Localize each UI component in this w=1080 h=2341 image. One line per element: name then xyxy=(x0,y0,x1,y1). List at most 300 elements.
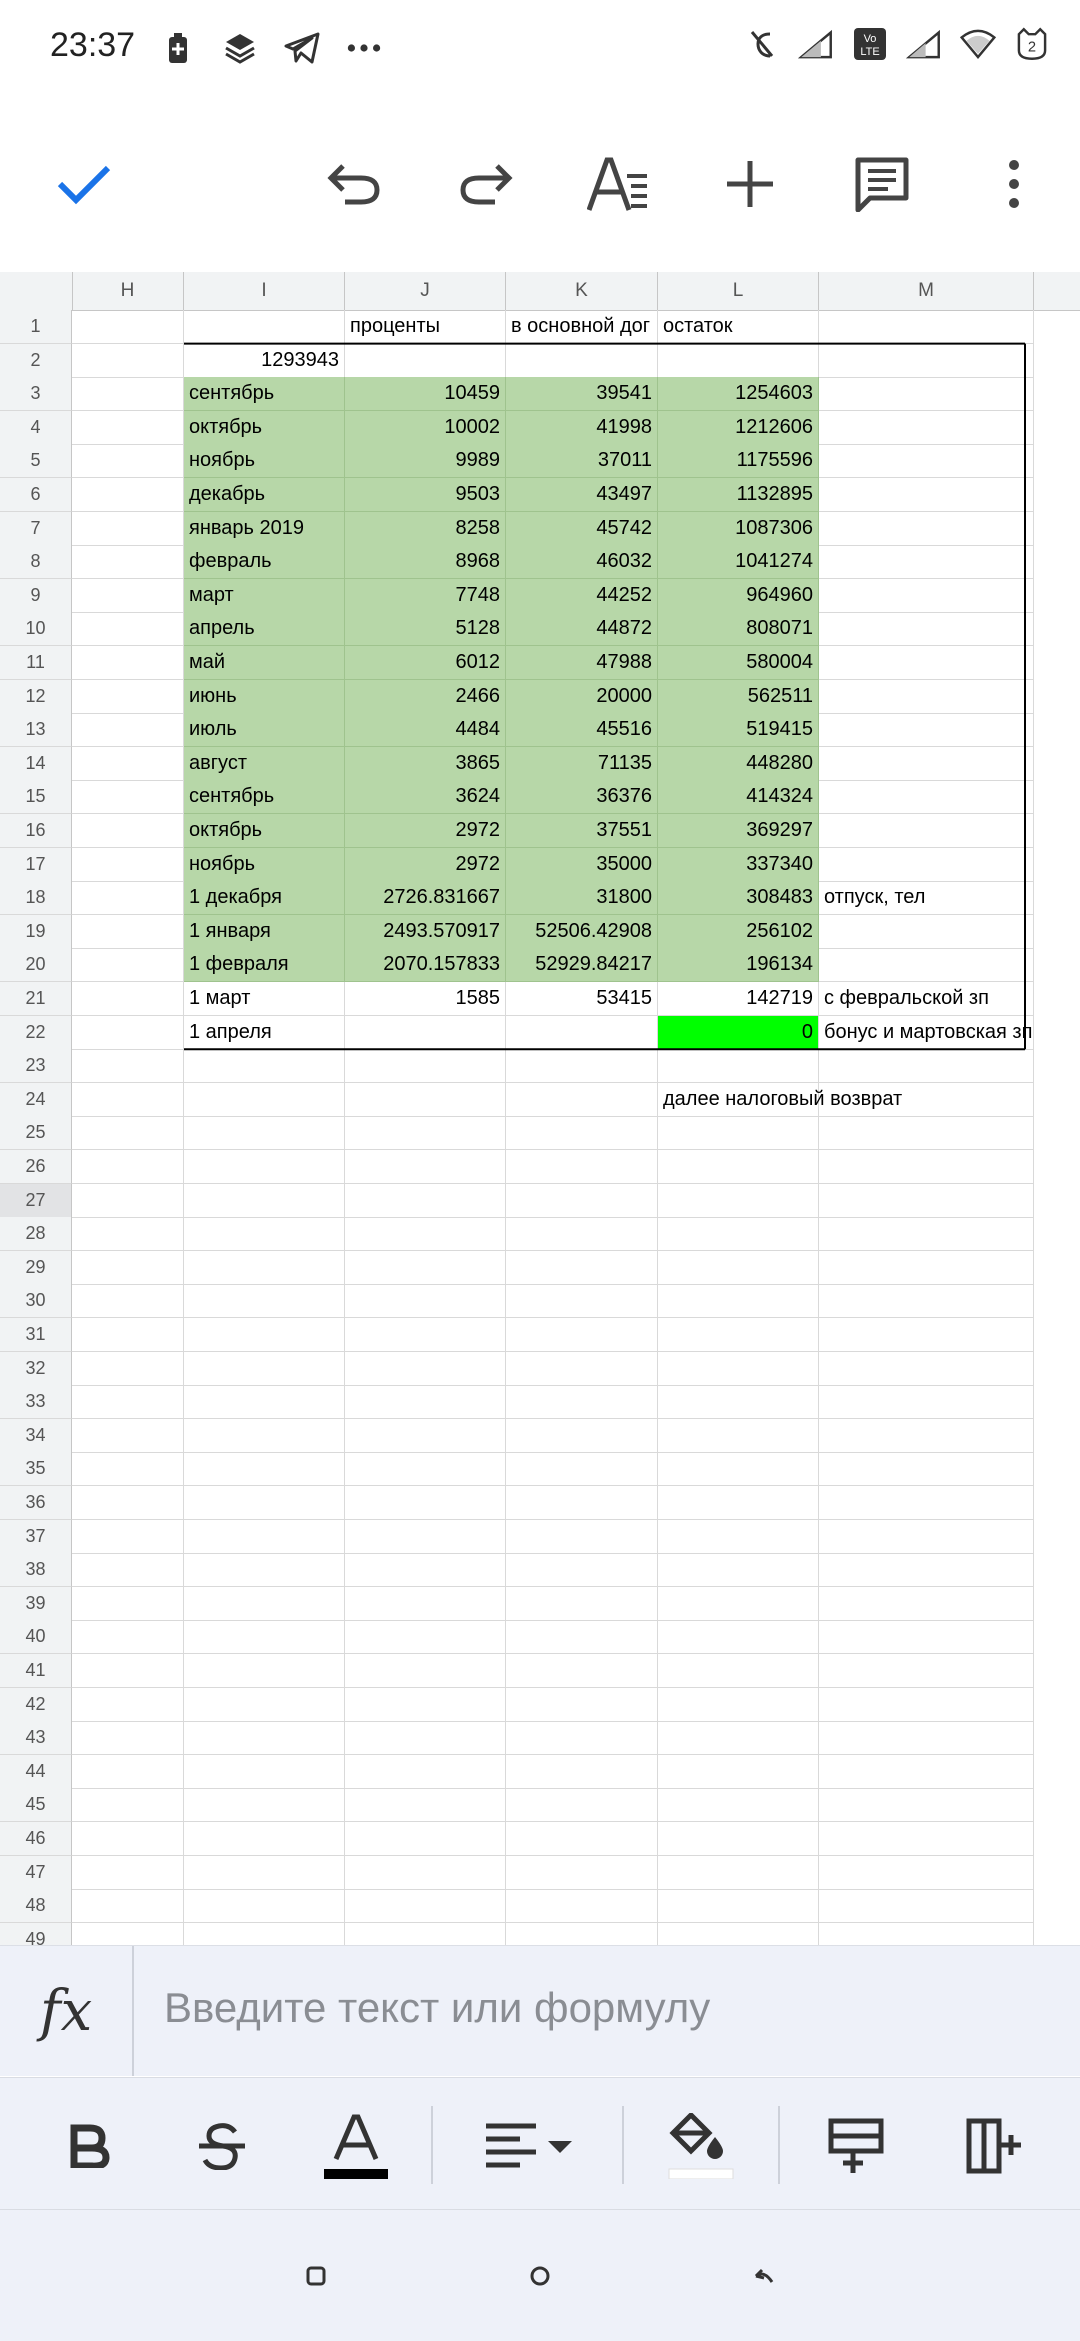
row-header[interactable]: 44 xyxy=(0,1755,72,1789)
cell-i28[interactable] xyxy=(184,1217,345,1251)
cell-i20[interactable]: 1 февраля xyxy=(184,948,345,982)
cell-k48[interactable] xyxy=(506,1889,658,1923)
cell-k25[interactable] xyxy=(506,1116,658,1150)
cell-k45[interactable] xyxy=(506,1788,658,1822)
comment-button[interactable] xyxy=(834,136,930,232)
cell-h34[interactable] xyxy=(72,1419,184,1453)
cell-l43[interactable] xyxy=(658,1721,819,1755)
fill-color-button[interactable] xyxy=(662,2106,742,2186)
row-header[interactable]: 26 xyxy=(0,1150,72,1184)
cell-m27[interactable] xyxy=(819,1184,1034,1218)
cell-m41[interactable] xyxy=(819,1654,1034,1688)
cell-l30[interactable] xyxy=(658,1284,819,1318)
cell-i48[interactable] xyxy=(184,1889,345,1923)
cell-j21[interactable]: 1585 xyxy=(345,982,506,1016)
cell-h13[interactable] xyxy=(72,713,184,747)
strikethrough-button[interactable] xyxy=(182,2106,262,2186)
cell-h5[interactable] xyxy=(72,444,184,478)
cell-j23[interactable] xyxy=(345,1049,506,1083)
cell-k2[interactable] xyxy=(506,344,658,378)
cell-m20[interactable] xyxy=(819,948,1034,982)
cell-m1[interactable] xyxy=(819,310,1034,344)
cell-h25[interactable] xyxy=(72,1116,184,1150)
cell-k15[interactable]: 36376 xyxy=(506,780,658,814)
cell-m25[interactable] xyxy=(819,1116,1034,1150)
cell-l47[interactable] xyxy=(658,1856,819,1890)
cell-h28[interactable] xyxy=(72,1217,184,1251)
cell-m45[interactable] xyxy=(819,1788,1034,1822)
cell-h16[interactable] xyxy=(72,814,184,848)
cell-k19[interactable]: 52506.42908 xyxy=(506,915,658,949)
cell-j24[interactable] xyxy=(345,1083,506,1117)
cell-k26[interactable] xyxy=(506,1150,658,1184)
cell-j33[interactable] xyxy=(345,1385,506,1419)
cell-h32[interactable] xyxy=(72,1352,184,1386)
spreadsheet-grid[interactable] xyxy=(0,272,1080,1945)
cell-i41[interactable] xyxy=(184,1654,345,1688)
cell-i26[interactable] xyxy=(184,1150,345,1184)
cell-i1[interactable] xyxy=(184,310,345,344)
cell-l2[interactable] xyxy=(658,344,819,378)
cell-l27[interactable] xyxy=(658,1184,819,1218)
cell-k40[interactable] xyxy=(506,1620,658,1654)
cell-l20[interactable]: 196134 xyxy=(658,948,819,982)
row-header[interactable]: 8 xyxy=(0,545,72,579)
cell-m13[interactable] xyxy=(819,713,1034,747)
cell-h46[interactable] xyxy=(72,1822,184,1856)
row-header[interactable]: 20 xyxy=(0,948,72,982)
column-header-h[interactable]: H xyxy=(72,272,184,310)
cell-h44[interactable] xyxy=(72,1755,184,1789)
cell-j6[interactable]: 9503 xyxy=(345,478,506,512)
cell-m22[interactable]: бонус и мартовская зп xyxy=(819,1016,1034,1050)
cell-k38[interactable] xyxy=(506,1553,658,1587)
undo-button[interactable] xyxy=(306,136,402,232)
cell-i18[interactable]: 1 декабря xyxy=(184,881,345,915)
row-header[interactable]: 14 xyxy=(0,747,72,781)
cell-l7[interactable]: 1087306 xyxy=(658,512,819,546)
cell-k8[interactable]: 46032 xyxy=(506,545,658,579)
column-header-m[interactable]: M xyxy=(819,272,1034,310)
formula-input[interactable]: Введите текст или формулу xyxy=(164,1984,711,2031)
cell-i29[interactable] xyxy=(184,1251,345,1285)
cell-j49[interactable] xyxy=(345,1923,506,1945)
cell-l4[interactable]: 1212606 xyxy=(658,411,819,445)
cell-k13[interactable]: 45516 xyxy=(506,713,658,747)
select-all-corner[interactable] xyxy=(0,272,73,310)
cell-m12[interactable] xyxy=(819,680,1034,714)
cell-l14[interactable]: 448280 xyxy=(658,747,819,781)
cell-m29[interactable] xyxy=(819,1251,1034,1285)
cell-h35[interactable] xyxy=(72,1452,184,1486)
cell-j4[interactable]: 10002 xyxy=(345,411,506,445)
cell-m2[interactable] xyxy=(819,344,1034,378)
cell-l15[interactable]: 414324 xyxy=(658,780,819,814)
cell-k24[interactable] xyxy=(506,1083,658,1117)
cell-l16[interactable]: 369297 xyxy=(658,814,819,848)
cell-i24[interactable] xyxy=(184,1083,345,1117)
cell-j7[interactable]: 8258 xyxy=(345,512,506,546)
row-header[interactable]: 1 xyxy=(0,310,72,344)
cell-i5[interactable]: ноябрь xyxy=(184,444,345,478)
cell-l41[interactable] xyxy=(658,1654,819,1688)
cell-h17[interactable] xyxy=(72,848,184,882)
row-header[interactable]: 28 xyxy=(0,1217,72,1251)
cell-h33[interactable] xyxy=(72,1385,184,1419)
row-header[interactable]: 46 xyxy=(0,1822,72,1856)
cell-j47[interactable] xyxy=(345,1856,506,1890)
text-format-button[interactable] xyxy=(570,136,666,232)
cell-i33[interactable] xyxy=(184,1385,345,1419)
cell-k30[interactable] xyxy=(506,1284,658,1318)
cell-k9[interactable]: 44252 xyxy=(506,579,658,613)
row-header[interactable]: 15 xyxy=(0,780,72,814)
cell-j34[interactable] xyxy=(345,1419,506,1453)
cell-l3[interactable]: 1254603 xyxy=(658,377,819,411)
row-header[interactable]: 23 xyxy=(0,1049,72,1083)
row-header[interactable]: 33 xyxy=(0,1385,72,1419)
cell-i8[interactable]: февраль xyxy=(184,545,345,579)
redo-button[interactable] xyxy=(438,136,534,232)
row-header[interactable]: 24 xyxy=(0,1083,72,1117)
cell-j9[interactable]: 7748 xyxy=(345,579,506,613)
row-header[interactable]: 2 xyxy=(0,344,72,378)
cell-l35[interactable] xyxy=(658,1452,819,1486)
cell-l19[interactable]: 256102 xyxy=(658,915,819,949)
cell-l26[interactable] xyxy=(658,1150,819,1184)
column-header-j[interactable]: J xyxy=(345,272,506,310)
cell-i10[interactable]: апрель xyxy=(184,612,345,646)
cell-k22[interactable] xyxy=(506,1016,658,1050)
cell-i4[interactable]: октябрь xyxy=(184,411,345,445)
cell-h20[interactable] xyxy=(72,948,184,982)
cell-m49[interactable] xyxy=(819,1923,1034,1945)
cell-k14[interactable]: 71135 xyxy=(506,747,658,781)
row-header[interactable]: 16 xyxy=(0,814,72,848)
cell-k16[interactable]: 37551 xyxy=(506,814,658,848)
cell-i46[interactable] xyxy=(184,1822,345,1856)
cell-l48[interactable] xyxy=(658,1889,819,1923)
cell-k47[interactable] xyxy=(506,1856,658,1890)
cell-j31[interactable] xyxy=(345,1318,506,1352)
cell-h30[interactable] xyxy=(72,1284,184,1318)
row-header[interactable]: 3 xyxy=(0,377,72,411)
row-header[interactable]: 38 xyxy=(0,1553,72,1587)
cell-i23[interactable] xyxy=(184,1049,345,1083)
row-header[interactable]: 17 xyxy=(0,848,72,882)
cell-m28[interactable] xyxy=(819,1217,1034,1251)
bold-button[interactable] xyxy=(50,2106,130,2186)
cell-j17[interactable]: 2972 xyxy=(345,848,506,882)
cell-l28[interactable] xyxy=(658,1217,819,1251)
cell-m46[interactable] xyxy=(819,1822,1034,1856)
cell-h37[interactable] xyxy=(72,1520,184,1554)
cell-i19[interactable]: 1 января xyxy=(184,915,345,949)
insert-column-button[interactable] xyxy=(954,2106,1034,2186)
cell-j16[interactable]: 2972 xyxy=(345,814,506,848)
row-header[interactable]: 31 xyxy=(0,1318,72,1352)
cell-l46[interactable] xyxy=(658,1822,819,1856)
cell-i30[interactable] xyxy=(184,1284,345,1318)
cell-j37[interactable] xyxy=(345,1520,506,1554)
cell-m4[interactable] xyxy=(819,411,1034,445)
cell-j29[interactable] xyxy=(345,1251,506,1285)
recents-button[interactable] xyxy=(294,2254,338,2298)
cell-l13[interactable]: 519415 xyxy=(658,713,819,747)
cell-l44[interactable] xyxy=(658,1755,819,1789)
cell-i40[interactable] xyxy=(184,1620,345,1654)
cell-h10[interactable] xyxy=(72,612,184,646)
cell-k3[interactable]: 39541 xyxy=(506,377,658,411)
cell-m42[interactable] xyxy=(819,1688,1034,1722)
cell-k36[interactable] xyxy=(506,1486,658,1520)
cell-h29[interactable] xyxy=(72,1251,184,1285)
cell-j44[interactable] xyxy=(345,1755,506,1789)
cell-i6[interactable]: декабрь xyxy=(184,478,345,512)
cell-i15[interactable]: сентябрь xyxy=(184,780,345,814)
cell-j42[interactable] xyxy=(345,1688,506,1722)
cell-i21[interactable]: 1 март xyxy=(184,982,345,1016)
row-header[interactable]: 47 xyxy=(0,1856,72,1890)
row-header[interactable]: 5 xyxy=(0,444,72,478)
cell-l10[interactable]: 808071 xyxy=(658,612,819,646)
cell-i31[interactable] xyxy=(184,1318,345,1352)
cell-m30[interactable] xyxy=(819,1284,1034,1318)
cell-k28[interactable] xyxy=(506,1217,658,1251)
cell-j20[interactable]: 2070.157833 xyxy=(345,948,506,982)
cell-h21[interactable] xyxy=(72,982,184,1016)
cell-i7[interactable]: январь 2019 xyxy=(184,512,345,546)
cell-m23[interactable] xyxy=(819,1049,1034,1083)
row-header[interactable]: 42 xyxy=(0,1688,72,1722)
cell-i17[interactable]: ноябрь xyxy=(184,848,345,882)
cell-l25[interactable] xyxy=(658,1116,819,1150)
cell-m15[interactable] xyxy=(819,780,1034,814)
cell-j14[interactable]: 3865 xyxy=(345,747,506,781)
row-header[interactable]: 9 xyxy=(0,579,72,613)
cell-m3[interactable] xyxy=(819,377,1034,411)
cell-m14[interactable] xyxy=(819,747,1034,781)
cell-j5[interactable]: 9989 xyxy=(345,444,506,478)
cell-l36[interactable] xyxy=(658,1486,819,1520)
cell-m7[interactable] xyxy=(819,512,1034,546)
cell-h47[interactable] xyxy=(72,1856,184,1890)
cell-l23[interactable] xyxy=(658,1049,819,1083)
insert-row-button[interactable] xyxy=(816,2106,896,2186)
cell-l32[interactable] xyxy=(658,1352,819,1386)
cell-j8[interactable]: 8968 xyxy=(345,545,506,579)
cell-k27[interactable] xyxy=(506,1184,658,1218)
cell-k31[interactable] xyxy=(506,1318,658,1352)
cell-m34[interactable] xyxy=(819,1419,1034,1453)
cell-i25[interactable] xyxy=(184,1116,345,1150)
cell-m10[interactable] xyxy=(819,612,1034,646)
cell-h19[interactable] xyxy=(72,915,184,949)
done-button[interactable] xyxy=(36,136,132,232)
row-header[interactable]: 18 xyxy=(0,881,72,915)
cell-h36[interactable] xyxy=(72,1486,184,1520)
cell-m16[interactable] xyxy=(819,814,1034,848)
cell-h39[interactable] xyxy=(72,1587,184,1621)
cell-j41[interactable] xyxy=(345,1654,506,1688)
cell-k21[interactable]: 53415 xyxy=(506,982,658,1016)
cell-h45[interactable] xyxy=(72,1788,184,1822)
row-header[interactable]: 30 xyxy=(0,1284,72,1318)
row-header[interactable]: 37 xyxy=(0,1520,72,1554)
cell-m17[interactable] xyxy=(819,848,1034,882)
cell-i9[interactable]: март xyxy=(184,579,345,613)
cell-l45[interactable] xyxy=(658,1788,819,1822)
align-button[interactable] xyxy=(480,2106,576,2186)
cell-h15[interactable] xyxy=(72,780,184,814)
cell-j36[interactable] xyxy=(345,1486,506,1520)
row-header[interactable]: 35 xyxy=(0,1452,72,1486)
cell-m8[interactable] xyxy=(819,545,1034,579)
cell-i32[interactable] xyxy=(184,1352,345,1386)
cell-l34[interactable] xyxy=(658,1419,819,1453)
cell-l12[interactable]: 562511 xyxy=(658,680,819,714)
row-header[interactable]: 39 xyxy=(0,1587,72,1621)
cell-i27[interactable] xyxy=(184,1184,345,1218)
cell-l1[interactable]: остаток xyxy=(658,310,819,344)
cell-l21[interactable]: 142719 xyxy=(658,982,819,1016)
cell-j19[interactable]: 2493.570917 xyxy=(345,915,506,949)
cell-i42[interactable] xyxy=(184,1688,345,1722)
cell-k20[interactable]: 52929.84217 xyxy=(506,948,658,982)
cell-l29[interactable] xyxy=(658,1251,819,1285)
cell-j15[interactable]: 3624 xyxy=(345,780,506,814)
cell-k5[interactable]: 37011 xyxy=(506,444,658,478)
cell-k46[interactable] xyxy=(506,1822,658,1856)
cell-m18[interactable]: отпуск, тел xyxy=(819,881,1034,915)
cell-h1[interactable] xyxy=(72,310,184,344)
cell-k49[interactable] xyxy=(506,1923,658,1945)
cell-h41[interactable] xyxy=(72,1654,184,1688)
cell-m35[interactable] xyxy=(819,1452,1034,1486)
cell-k42[interactable] xyxy=(506,1688,658,1722)
cell-m6[interactable] xyxy=(819,478,1034,512)
cell-j1[interactable]: проценты xyxy=(345,310,506,344)
column-header-k[interactable]: K xyxy=(506,272,658,310)
cell-i2[interactable]: 1293943 xyxy=(184,344,345,378)
cell-h26[interactable] xyxy=(72,1150,184,1184)
row-header[interactable]: 13 xyxy=(0,713,72,747)
cell-j46[interactable] xyxy=(345,1822,506,1856)
cell-l24[interactable]: далее налоговый возврат xyxy=(658,1083,819,1117)
cell-l9[interactable]: 964960 xyxy=(658,579,819,613)
cell-h8[interactable] xyxy=(72,545,184,579)
row-header[interactable]: 29 xyxy=(0,1251,72,1285)
cell-h48[interactable] xyxy=(72,1889,184,1923)
cell-j25[interactable] xyxy=(345,1116,506,1150)
cell-l40[interactable] xyxy=(658,1620,819,1654)
cell-h4[interactable] xyxy=(72,411,184,445)
cell-h3[interactable] xyxy=(72,377,184,411)
cell-k32[interactable] xyxy=(506,1352,658,1386)
cell-m36[interactable] xyxy=(819,1486,1034,1520)
cell-m32[interactable] xyxy=(819,1352,1034,1386)
cell-k44[interactable] xyxy=(506,1755,658,1789)
cell-j38[interactable] xyxy=(345,1553,506,1587)
cell-h6[interactable] xyxy=(72,478,184,512)
cell-j27[interactable] xyxy=(345,1184,506,1218)
cell-h12[interactable] xyxy=(72,680,184,714)
cell-m38[interactable] xyxy=(819,1553,1034,1587)
cell-l17[interactable]: 337340 xyxy=(658,848,819,882)
row-header[interactable]: 21 xyxy=(0,982,72,1016)
cell-l5[interactable]: 1175596 xyxy=(658,444,819,478)
cell-k7[interactable]: 45742 xyxy=(506,512,658,546)
cell-h31[interactable] xyxy=(72,1318,184,1352)
cell-i35[interactable] xyxy=(184,1452,345,1486)
cell-i43[interactable] xyxy=(184,1721,345,1755)
cell-j45[interactable] xyxy=(345,1788,506,1822)
cell-j40[interactable] xyxy=(345,1620,506,1654)
cell-m26[interactable] xyxy=(819,1150,1034,1184)
cell-i12[interactable]: июнь xyxy=(184,680,345,714)
cell-l18[interactable]: 308483 xyxy=(658,881,819,915)
cell-i11[interactable]: май xyxy=(184,646,345,680)
cell-l8[interactable]: 1041274 xyxy=(658,545,819,579)
cell-i14[interactable]: август xyxy=(184,747,345,781)
cell-m43[interactable] xyxy=(819,1721,1034,1755)
cell-k41[interactable] xyxy=(506,1654,658,1688)
row-header[interactable]: 22 xyxy=(0,1016,72,1050)
cell-i39[interactable] xyxy=(184,1587,345,1621)
insert-button[interactable] xyxy=(702,136,798,232)
cell-k10[interactable]: 44872 xyxy=(506,612,658,646)
text-color-button[interactable] xyxy=(314,2106,398,2186)
cell-i49[interactable] xyxy=(184,1923,345,1945)
row-header[interactable]: 25 xyxy=(0,1116,72,1150)
cell-h24[interactable] xyxy=(72,1083,184,1117)
cell-i13[interactable]: июль xyxy=(184,713,345,747)
cell-h14[interactable] xyxy=(72,747,184,781)
row-header[interactable]: 41 xyxy=(0,1654,72,1688)
cell-i34[interactable] xyxy=(184,1419,345,1453)
cell-k4[interactable]: 41998 xyxy=(506,411,658,445)
cell-l42[interactable] xyxy=(658,1688,819,1722)
cell-k39[interactable] xyxy=(506,1587,658,1621)
cell-m37[interactable] xyxy=(819,1520,1034,1554)
cell-k29[interactable] xyxy=(506,1251,658,1285)
cell-j10[interactable]: 5128 xyxy=(345,612,506,646)
row-header[interactable]: 19 xyxy=(0,915,72,949)
cell-l22[interactable]: 0 xyxy=(658,1016,819,1050)
cell-h11[interactable] xyxy=(72,646,184,680)
cell-k11[interactable]: 47988 xyxy=(506,646,658,680)
cell-j12[interactable]: 2466 xyxy=(345,680,506,714)
cell-m9[interactable] xyxy=(819,579,1034,613)
cell-j11[interactable]: 6012 xyxy=(345,646,506,680)
cell-k17[interactable]: 35000 xyxy=(506,848,658,882)
cell-i47[interactable] xyxy=(184,1856,345,1890)
column-header-l[interactable]: L xyxy=(658,272,819,310)
cell-h9[interactable] xyxy=(72,579,184,613)
cell-j22[interactable] xyxy=(345,1016,506,1050)
cell-k12[interactable]: 20000 xyxy=(506,680,658,714)
cell-i38[interactable] xyxy=(184,1553,345,1587)
cell-k43[interactable] xyxy=(506,1721,658,1755)
cell-i16[interactable]: октябрь xyxy=(184,814,345,848)
row-header[interactable]: 11 xyxy=(0,646,72,680)
cell-h43[interactable] xyxy=(72,1721,184,1755)
cell-k33[interactable] xyxy=(506,1385,658,1419)
cell-l39[interactable] xyxy=(658,1587,819,1621)
cell-l11[interactable]: 580004 xyxy=(658,646,819,680)
cell-m39[interactable] xyxy=(819,1587,1034,1621)
cell-h2[interactable] xyxy=(72,344,184,378)
